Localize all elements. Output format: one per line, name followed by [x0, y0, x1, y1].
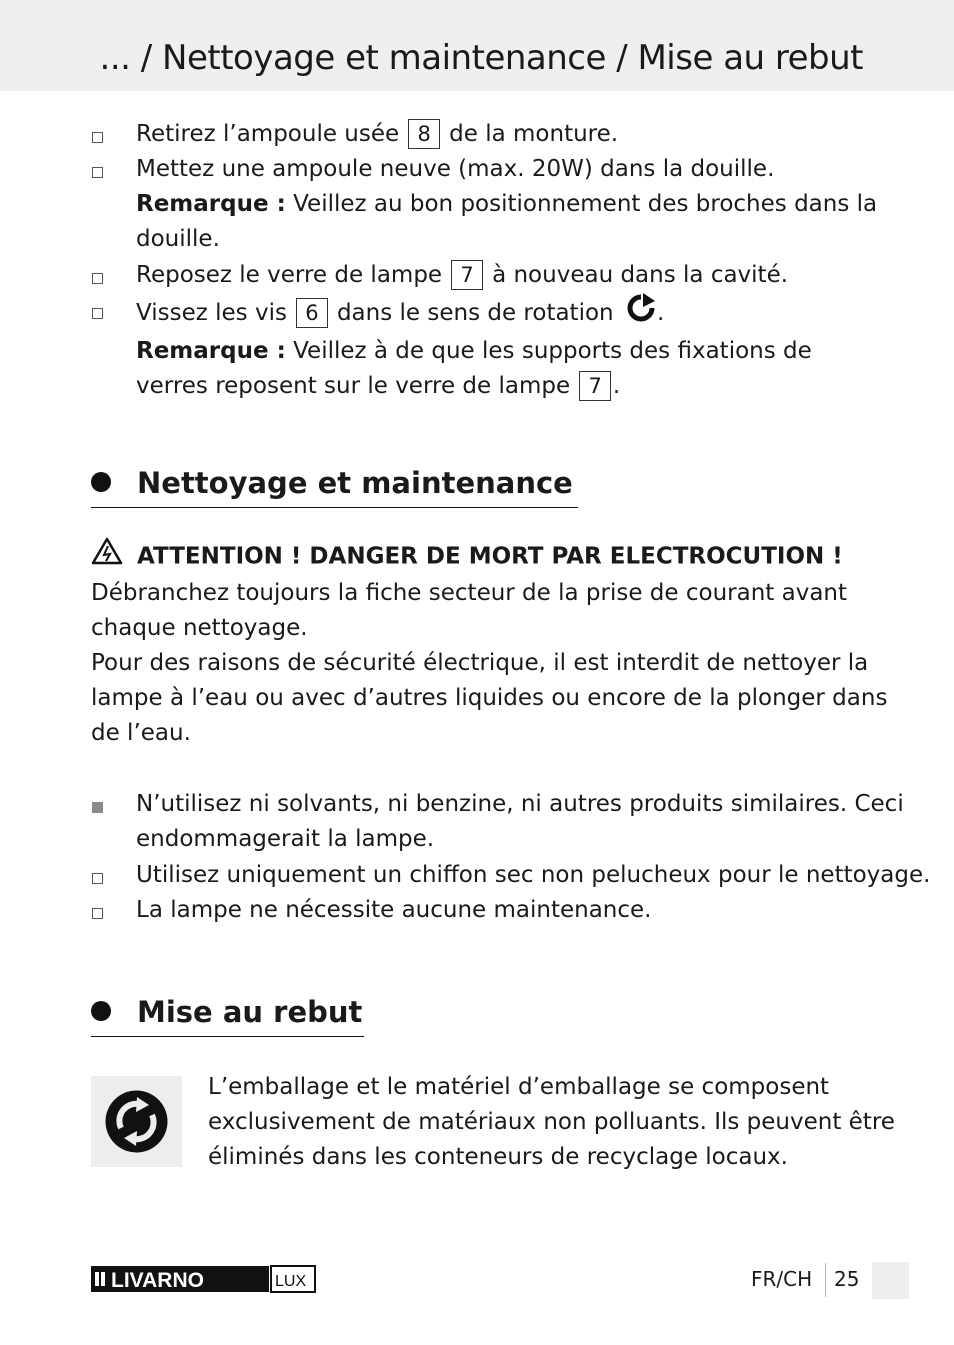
note-label: Remarque : — [136, 191, 286, 217]
bullet-icon — [92, 132, 103, 143]
item-text: dans le sens de rotation — [336, 300, 614, 326]
list-item — [136, 258, 788, 293]
bullet-icon — [92, 167, 103, 178]
part-ref: 8 — [408, 119, 439, 149]
footer-divider — [825, 1263, 826, 1297]
electric-warning-triangle-icon — [91, 537, 123, 571]
paragraph: Débranchez toujours la fiche secteur de la prise de courant avant chaque nettoyage. Pour des raisons de sécurité électrique, il est interdit de nettoyer la lampe à l’eau ou avec d’autres liquides ou encore de la plonger dans de l’eau. — [91, 580, 888, 746]
page-title: ... / Nettoyage et maintenance / Mise au rebut — [99, 38, 863, 78]
note-text: . — [612, 373, 621, 399]
note-text: verres reposent sur le verre de lampe — [136, 373, 571, 399]
page-tab-marker — [872, 1262, 909, 1299]
item-text: Reposez le verre de lampe — [136, 262, 443, 288]
note-label: Remarque : — [136, 338, 286, 364]
list-item — [136, 293, 812, 404]
note-text: douille. — [136, 226, 220, 252]
bullet-icon — [92, 873, 103, 884]
item-text: . — [656, 300, 665, 326]
list-item: Utilisez uniquement un chiffon sec non pelucheux pour le nettoyage. — [136, 862, 931, 888]
section-underline — [91, 507, 578, 508]
page-number: 25 — [834, 1267, 860, 1291]
livarno-lux-logo — [91, 1264, 317, 1292]
list-item — [136, 117, 618, 152]
section-underline — [91, 1036, 364, 1037]
list-item: La lampe ne nécessite aucune maintenance. — [136, 897, 652, 923]
warning-text: ATTENTION ! DANGER DE MORT PAR ELECTROCUTION ! — [137, 543, 843, 570]
part-ref: 6 — [296, 298, 327, 328]
item-text: Retirez l’ampoule usée — [136, 121, 400, 147]
section-heading-cleaning: Nettoyage et maintenance — [91, 466, 573, 500]
item-text: de la monture. — [449, 121, 619, 147]
section-bullet-icon — [91, 472, 111, 492]
item-text: à nouveau dans la cavité. — [492, 262, 789, 288]
filled-bullet-icon — [92, 802, 103, 813]
section-heading-disposal: Mise au rebut — [91, 995, 362, 1029]
list-item: N’utilisez ni solvants, ni benzine, ni autres produits similaires. Ceci endommagerait la lampe. — [136, 791, 904, 852]
part-ref: 7 — [451, 260, 482, 290]
warning-heading — [91, 540, 843, 574]
bullet-icon — [92, 908, 103, 919]
list-item — [136, 152, 877, 257]
green-dot-recycling-icon — [91, 1076, 182, 1167]
svg-text:LIVARNO: LIVARNO — [111, 1269, 204, 1292]
bullet-icon — [92, 308, 103, 319]
svg-text:LUX: LUX — [275, 1273, 307, 1290]
bullet-icon — [92, 273, 103, 284]
language-label: FR/CH — [751, 1267, 813, 1291]
item-text: Vissez les vis — [136, 300, 287, 326]
note-text: Veillez à de que les supports des fixations de — [293, 338, 812, 364]
note-text: Veillez au bon positionnement des broches dans la — [293, 191, 878, 217]
clockwise-rotation-icon — [625, 293, 657, 334]
section-bullet-icon — [91, 1001, 111, 1021]
part-ref: 7 — [579, 371, 610, 401]
item-text: Mettez une ampoule neuve (max. 20W) dans la douille. — [136, 156, 775, 182]
disposal-paragraph: L’emballage et le matériel d’emballage se composent exclusivement de matériaux non polluants. Ils peuvent être éliminés dans les conteneurs de recyclage locaux. — [208, 1074, 895, 1170]
